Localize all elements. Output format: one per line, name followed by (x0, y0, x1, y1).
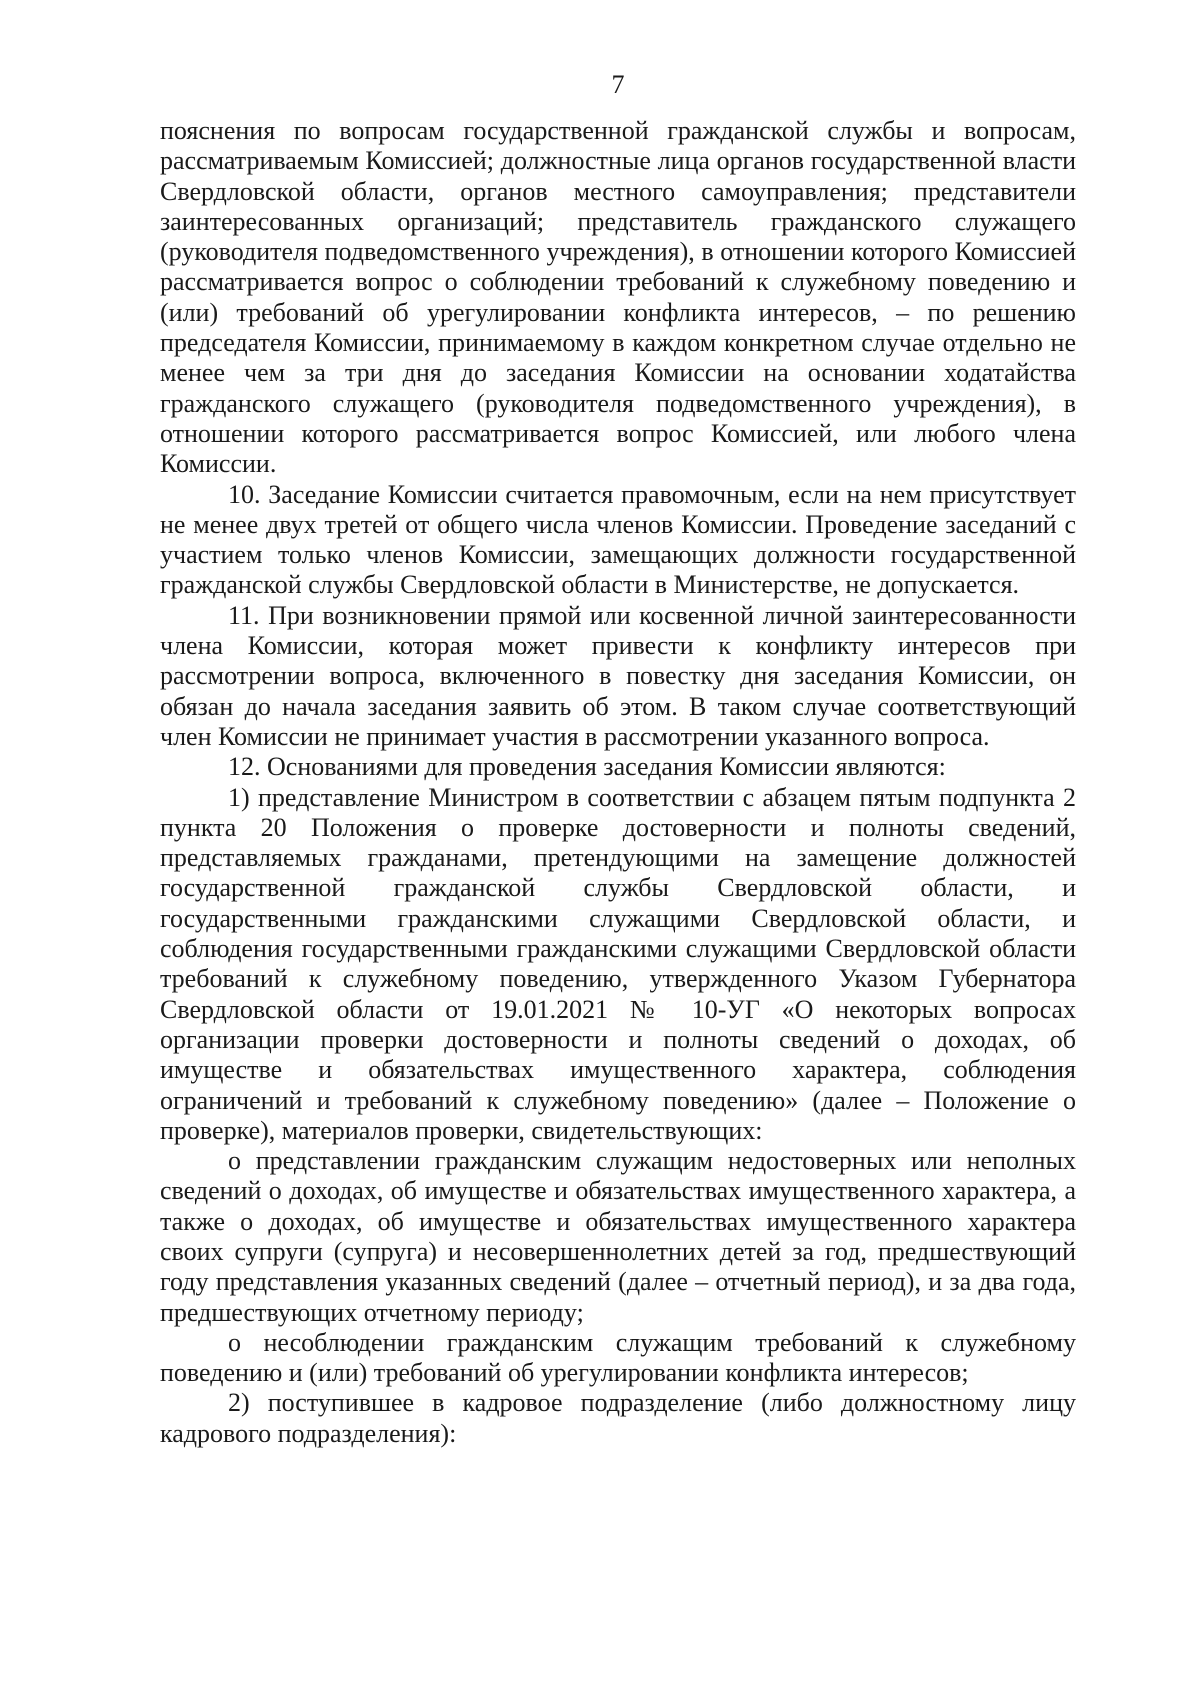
paragraph-non-compliance: о несоблюдении гражданским служащим требований к служебному поведению и (или) требований об урегулировании конфликта интересов; (160, 1327, 1076, 1388)
paragraph-12-grounds: 12. Основаниями для проведения заседания Комиссии являются: (228, 752, 946, 782)
paragraph-participants-continuation: пояснения по вопросам государственной гражданской службы и вопросам, рассматриваемым Комиссией; должностные лица органов государственной власти Свердловской области, органов местного самоуправления; представители заинтересованных организаций; представитель гражданского служащего (руководителя подведомственного учреждения), в отношении которого Комиссией рассматривается вопрос о соблюдении требований к служебному поведению и (или) требований об урегулировании конфликта интересов, – по решению председателя Комиссии, принимаемому в каждом конкретном случае отдельно не менее чем за три дня до заседания Комиссии на основании ходатайства гражданского служащего (руководителя подведомственного учреждения), в отношении которого рассматривается вопрос Комиссией, или любого члена Комиссии. (160, 116, 1076, 479)
page-number: 7 (611, 70, 625, 99)
paragraph-10-quorum: 10. Заседание Комиссии считается правомочным, если на нем присутствует не менее двух третей от общего числа членов Комиссии. Проведение заседаний с участием только членов Комиссии, замещающих должности государственной гражданской службы Свердловской области в Министерстве, не допускается. (160, 479, 1076, 600)
paragraph-11-conflict-of-interest: 11. При возникновении прямой или косвенной личной заинтересованности члена Комиссии, которая может привести к конфликту интересов при рассмотрении вопроса, включенного в повестку дня заседания Комиссии, он обязан до начала заседания заявить об этом. В таком случае соответствующий член Комиссии не принимает участия в рассмотрении указанного вопроса. (160, 600, 1076, 751)
paragraph-unreliable-information: о представлении гражданским служащим недостоверных или неполных сведений о доходах, об имуществе и обязательствах имущественного характера, а также о доходах, об имуществе и обязательствах имущественного характера своих супруги (супруга) и несовершеннолетних детей за год, предшествующий году представления указанных сведений (далее – отчетный период), и за два года, предшествующих отчетному периоду; (160, 1146, 1076, 1327)
paragraph-12-2-hr-received: 2) поступившее в кадровое подразделение (либо должностному лицу кадрового подразделения): (160, 1388, 1076, 1448)
document-page (160, 70, 1076, 1449)
paragraph-12-1-minister-submission: 1) представление Министром в соответствии с абзацем пятым подпункта 2 пункта 20 Положения о проверке достоверности и полноты сведений, представляемых гражданами, претендующими на замещение должностей государственной гражданской службы Свердловской области, и государственными гражданскими служащими Свердловской области, и соблюдения государственными гражданскими служащими Свердловской области требований к служебному поведению, утвержденного Указом Губернатора Свердловской области от 19.01.2021 № 10-УГ «О некоторых вопросах организации проверки достоверности и полноты сведений о доходах, об имуществе и обязательствах имущественного характера, соблюдения ограничений и требований к служебному поведению» (далее – Положение о проверке), материалов проверки, свидетельствующих: (160, 782, 1076, 1145)
